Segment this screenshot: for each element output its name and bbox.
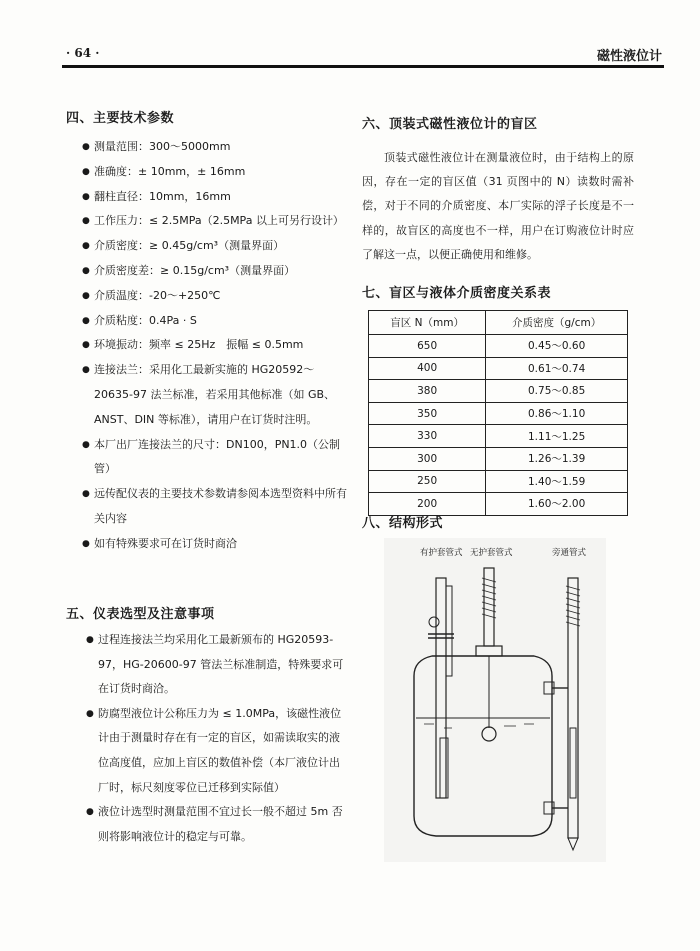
params-list bbox=[82, 135, 352, 557]
list-item: ● 介质密度：≥ 0.45g/cm³（测量界面） bbox=[82, 234, 352, 259]
table-cell: 1.11～1.25 bbox=[486, 425, 628, 448]
list-item: ● 防腐型液位计公称压力为 ≤ 1.0MPa，该磁性液位计由于测量时存在有一定的盲区，如需读取实的液位高度值，应加上盲区的数值补偿（本厂液位计出厂时，标尺刻度零位已迁移到实际值） bbox=[86, 702, 344, 800]
table-header-row bbox=[369, 311, 628, 335]
table-row bbox=[369, 425, 628, 448]
table-cell: 0.75～0.85 bbox=[486, 380, 628, 403]
page-number: · 64 · bbox=[66, 46, 100, 60]
section-title-structure: 八、结构形式 bbox=[362, 516, 444, 531]
list-item: ● 介质密度差：≥ 0.15g/cm³（测量界面） bbox=[82, 259, 352, 284]
table-row bbox=[369, 335, 628, 358]
list-item: ● 如有特殊要求可在订货时商洽 bbox=[82, 532, 352, 557]
section-title-notes: 五、仪表选型及注意事项 bbox=[66, 607, 215, 622]
list-item: ● 本厂出厂连接法兰的尺寸：DN100，PN1.0（公制管） bbox=[82, 433, 352, 483]
list-item: ● 连接法兰：采用化工最新实施的 HG20592～20635-97 法兰标准，若采用其他标准（如 GB、ANST、DIN 等标准），请用户在订货时注明。 bbox=[82, 358, 352, 432]
list-item: ● 工作压力：≤ 2.5MPa（2.5MPa 以上可另行设计） bbox=[82, 209, 352, 234]
table-cell: 400 bbox=[369, 357, 486, 380]
table-cell: 200 bbox=[369, 493, 486, 516]
section-title-params: 四、主要技术参数 bbox=[66, 111, 175, 126]
header-rule bbox=[62, 65, 664, 68]
float-ball bbox=[482, 727, 496, 741]
table-cell: 650 bbox=[369, 335, 486, 358]
notes-list bbox=[86, 628, 344, 849]
table-cell: 380 bbox=[369, 380, 486, 403]
table-cell: 0.45～0.60 bbox=[486, 335, 628, 358]
table-cell: 350 bbox=[369, 402, 486, 425]
table-row bbox=[369, 402, 628, 425]
table-cell: 250 bbox=[369, 470, 486, 493]
tank-outline bbox=[414, 656, 552, 836]
gauge-1-tube bbox=[436, 578, 446, 798]
running-title: 磁性液位计 bbox=[596, 49, 662, 64]
list-item: ● 介质粘度：0.4Pa · S bbox=[82, 309, 352, 334]
blind-zone-density-table bbox=[368, 310, 628, 516]
column-header-density: 介质密度（g/cm） bbox=[486, 311, 628, 335]
table-row bbox=[369, 447, 628, 470]
list-item: ● 环境振动：频率 ≤ 25Hz 振幅 ≤ 0.5mm bbox=[82, 333, 352, 358]
table-cell: 330 bbox=[369, 425, 486, 448]
list-item: ● 液位计选型时测量范围不宜过长一般不超过 5m 否则将影响液位计的稳定与可靠。 bbox=[86, 800, 344, 849]
list-item: ● 远传配仪表的主要技术参数请参阅本选型资料中所有关内容 bbox=[82, 482, 352, 532]
caption-covered-tube: 有护套管式 bbox=[420, 548, 463, 558]
table-cell: 1.60～2.00 bbox=[486, 493, 628, 516]
structure-figure bbox=[384, 538, 606, 862]
table-cell: 1.40～1.59 bbox=[486, 470, 628, 493]
blind-zone-paragraph: 顶装式磁性液位计在测量液位时，由于结构上的原因，存在一定的盲区值（31 页图中的 N）读数时需补偿，对于不同的介质密度、本厂实际的浮子长度是不一样的，故盲区的高度也不一样，用户在订购液位计时应了解这一点，以便正确使用和维修。 bbox=[362, 151, 634, 261]
level-gauge-drawing bbox=[384, 538, 606, 862]
list-item: ● 翻柱直径：10mm，16mm bbox=[82, 185, 352, 210]
list-item: ● 准确度：± 10mm，± 16mm bbox=[82, 160, 352, 185]
section-title-table: 七、盲区与液体介质密度关系表 bbox=[362, 286, 552, 301]
section-title-blind-zone: 六、顶装式磁性液位计的盲区 bbox=[362, 117, 538, 132]
list-item: ● 测量范围：300～5000mm bbox=[82, 135, 352, 160]
caption-bypass-tube: 旁通管式 bbox=[552, 548, 587, 558]
table-cell: 300 bbox=[369, 447, 486, 470]
table-row bbox=[369, 357, 628, 380]
list-item: ● 介质温度：-20～+250℃ bbox=[82, 284, 352, 309]
caption-no-cover-tube: 无护套管式 bbox=[470, 548, 513, 558]
table-cell: 0.61～0.74 bbox=[486, 357, 628, 380]
table-cell: 0.86～1.10 bbox=[486, 402, 628, 425]
column-header-blind-zone: 盲区 N（mm） bbox=[369, 311, 486, 335]
table-row bbox=[369, 380, 628, 403]
list-item: ● 过程连接法兰均采用化工最新颁布的 HG20593-97，HG-20600-97 管法兰标准制造，特殊要求可在订货时商洽。 bbox=[86, 628, 344, 702]
table-cell: 1.26～1.39 bbox=[486, 447, 628, 470]
table-row bbox=[369, 470, 628, 493]
